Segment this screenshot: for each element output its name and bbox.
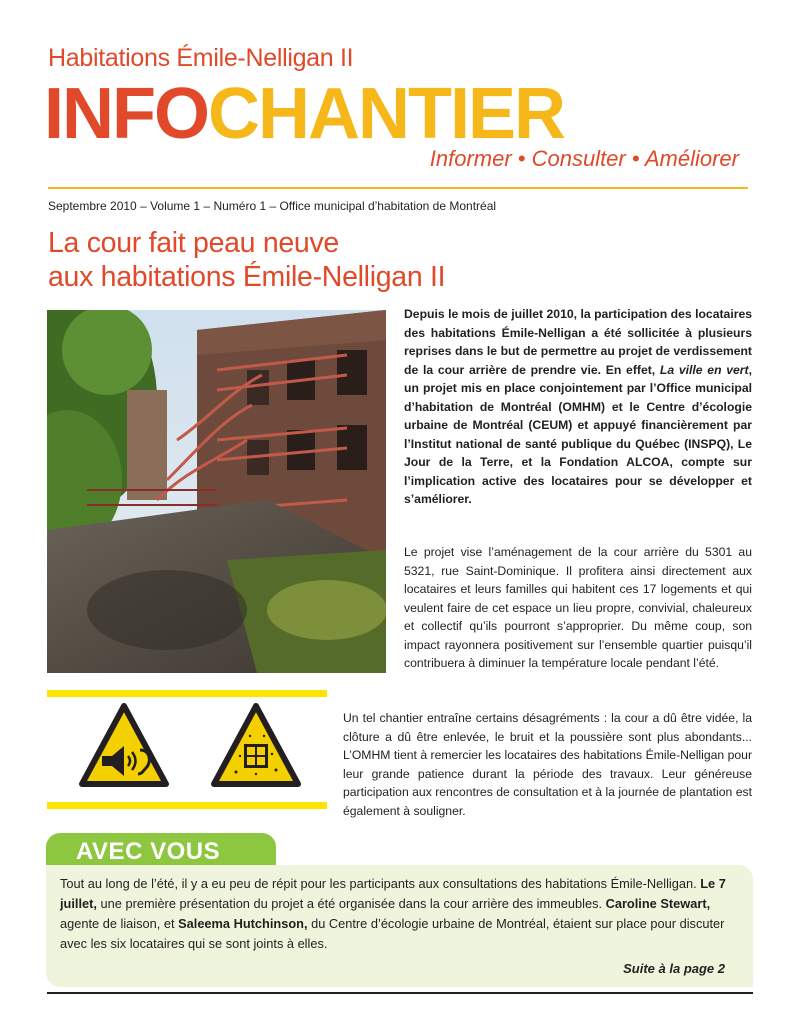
article-headline	[48, 226, 445, 294]
body-paragraph-2: Un tel chantier entraîne certains désagréments : la cour a dû être vidée, la clôture a dû être enlevée, le bruit et la poussière sont plus abondants... L’OMHM tient à remercier les locataires des habitations Émile-Nelligan pour leur grande patience durant la période des travaux. Leur généreuse participation aux rencontres de consultation et à la journée de plantation est également à souligner.	[343, 711, 752, 818]
dust-warning-icon	[210, 700, 302, 797]
courtyard-photo	[47, 310, 386, 673]
avec-text-3: agente de liaison, et	[60, 916, 179, 931]
avec-text-2: une première présentation du projet a été organisée dans la cour arrière des immeubles.	[96, 896, 606, 911]
avec-person-1: Caroline Stewart,	[605, 896, 711, 911]
noise-warning-icon	[78, 700, 170, 797]
avec-person-2: Saleema Hutchinson,	[178, 916, 308, 931]
masthead-chantier: CHANTIER	[207, 74, 564, 154]
avec-vous-title: AVEC VOUS	[76, 838, 221, 865]
warning-bar-bottom	[47, 802, 327, 809]
courtyard-photo-art	[47, 310, 386, 673]
header-divider	[48, 187, 748, 189]
newsletter-subtitle: Habitations Émile-Nelligan II	[48, 44, 354, 72]
avec-text-4: du Centre d’écologie urbaine de Montréal, étaient sur place pour discuter avec les six locataires qui se sont joints à elles.	[60, 916, 725, 951]
warning-bar-top	[47, 690, 327, 697]
intro-project-name: La ville en vert	[659, 362, 749, 377]
intro-text-a: Depuis le mois de juillet 2010, la participation des locataires des habitations Émile-Nelligan a été sollicitée à plusieurs reprises dans le but de permettre au projet de verdissement de la cour arrière de prendre vie. En effet,	[404, 307, 752, 377]
headline-line-2: aux habitations Émile-Nelligan II	[48, 261, 446, 293]
body-paragraph-1: Le projet vise l’aménagement de la cour arrière du 5301 au 5321, rue Saint-Dominique. Il profitera ainsi directement aux locataires et leurs familles qui habitent ces 17 logements et qui veulent faire de cet espace un lieu propre, convivial, chaleureux et collectif qu’ils pourront s’approprier. Du même coup, son impact rayonnera positivement sur l’ensemble quartier puisqu’il contribuera à diminuer la température locale pendant l’été.	[404, 545, 752, 670]
masthead-title	[44, 74, 564, 154]
headline-line-1: La cour fait peau neuve	[48, 227, 339, 259]
tagline: Informer • Consulter • Améliorer	[429, 146, 739, 171]
masthead-info: INFO	[44, 74, 208, 154]
footer-divider	[47, 992, 753, 994]
continued-link[interactable]: Suite à la page 2	[623, 961, 725, 976]
issue-info: Septembre 2010 – Volume 1 – Numéro 1 – Office municipal d’habitation de Montréal	[48, 199, 497, 213]
avec-text-1: Tout au long de l’été, il y a eu peu de répit pour les participants aux consultations des habitations Émile-Nelligan.	[60, 876, 701, 891]
intro-paragraph	[404, 305, 752, 509]
avec-vous-text	[60, 874, 746, 954]
avec-date: Le 7 juillet,	[60, 876, 726, 911]
intro-text-b: , un projet mis en place conjointement par l’Office municipal d’habitation de Montréal (OMHM) et le Centre d’écologie urbaine de Montréal (CEUM) et appuyé financièrement par l’Institut national de santé publique du Québec (INSPQ), Le Jour de la Terre, et la Fondation ALCOA, compte sur l’implication active des locataires pour se développer et s’améliorer.	[404, 362, 752, 506]
